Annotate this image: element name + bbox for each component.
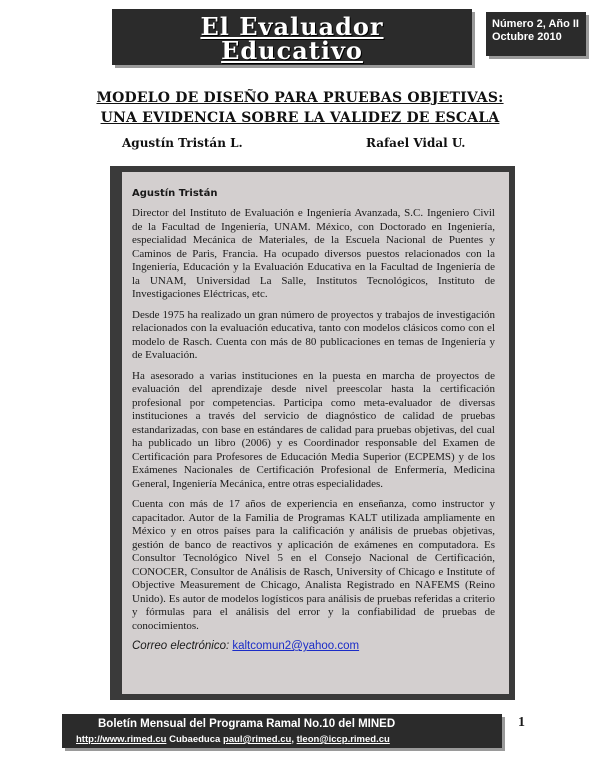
email-link[interactable]: kaltcomun2@yahoo.com <box>232 640 360 652</box>
bio-paragraph: Cuenta con más de 17 años de experiencia en enseñanza, como instructor y capacitador. Autor de la Familia de Programas KALT utilizada ampliamente en México y en otros países para la calificación y análisis de pruebas objetivas, gestión de banco de reactivos y aplicación de exámenes en computadora. Es Consultor Tecnológico Nivel 5 en el Consejo Nacional de Certificación, CONOCER, Consultor de Análisis de Rasch, University of Chicago e Institute of Objective Measurement de Chicago, Analista Registrado en NAFEMS (Reino Unido). Es autor de modelos logísticos para análisis de pruebas referidas a criterio y fórmulas para el análisis del error y la confiabilidad de pruebas de conocimientos. <box>132 498 495 632</box>
footer-email-link-2[interactable]: tleon@iccp.rimed.cu <box>296 734 390 745</box>
email-line <box>132 640 495 652</box>
masthead-title-line2: Educativo <box>221 36 363 65</box>
bio-content <box>122 172 509 694</box>
author-1: Agustín Tristán L. <box>122 136 243 150</box>
issue-box <box>486 12 586 56</box>
footer-banner <box>62 714 502 748</box>
article-title-line1: MODELO DE DISEÑO PARA PRUEBAS OBJETIVAS: <box>96 90 504 106</box>
page-number: 1 <box>518 715 525 730</box>
issue-number: Número 2, Año II <box>492 18 579 30</box>
footer-cubaeduca: Cubaeduca <box>169 734 221 745</box>
author-2: Rafael Vidal U. <box>366 136 466 150</box>
footer-url-link[interactable]: http://www.rimed.cu <box>76 734 167 745</box>
footer-email-link-1[interactable]: paul@rimed.cu <box>222 734 292 745</box>
article-title-line2: UNA EVIDENCIA SOBRE LA VALIDEZ DE ESCALA <box>100 110 500 126</box>
bio-name: Agustín Tristán <box>132 188 218 199</box>
bio-paragraph: Ha asesorado a varias instituciones en la puesta en marcha de proyectos de evaluación del aprendizaje desde nivel preescolar hasta la certificación profesional por competencias. Participa como meta-evaluador de diversas instituciones a través del servicio de diagnóstico de calidad de pruebas estandarizadas, con base en estándares de calidad para pruebas objetivas, del cual ha publicado un libro (2006) y es Coordinador responsable del Examen de Certificación para Profesores de Educación Media Superior (ECPEMS) y de los Exámenes Nacionales de Certificación Profesional de Enfermería, Medicina General, Ingeniería Mecánica, entre otras especialidades. <box>132 369 495 490</box>
masthead <box>112 9 472 65</box>
footer-title: Boletín Mensual del Programa Ramal No.10 del MINED <box>98 718 396 730</box>
bio-paragraph: Desde 1975 ha realizado un gran número de proyectos y trabajos de investigación relacionados con la evaluación educativa, tanto con modelos clásicos como con el modelo de Rasch. Cuenta con más de 80 publicaciones en temas de Ingeniería y de Evaluación. <box>132 308 495 361</box>
bio-panel <box>110 166 515 700</box>
bio-paragraph: Director del Instituto de Evaluación e Ingeniería Avanzada, S.C. Ingeniero Civil de la Facultad de Ingeniería, UNAM. México, con Doctorado en Ingeniería, especialidad Mecánica de Materiales, de la Escuela Nacional de Puentes y Caminos de Paris, Francia. Ha ocupado diversos puestos relacionados con la Ingeniería, Educación y la Evaluación Educativa en la Facultad de Ingeniería de la UNAM, Universidad La Salle, Institutos Tecnológicos, Instituto de Investigaciones Eléctricas, etc. <box>132 207 495 300</box>
email-label: Correo electrónico: <box>132 640 230 652</box>
footer-links <box>76 734 390 745</box>
masthead-title-line1: El Evaluador <box>200 12 384 41</box>
footer-separator: , <box>291 734 294 745</box>
issue-date: Octubre 2010 <box>492 31 562 43</box>
